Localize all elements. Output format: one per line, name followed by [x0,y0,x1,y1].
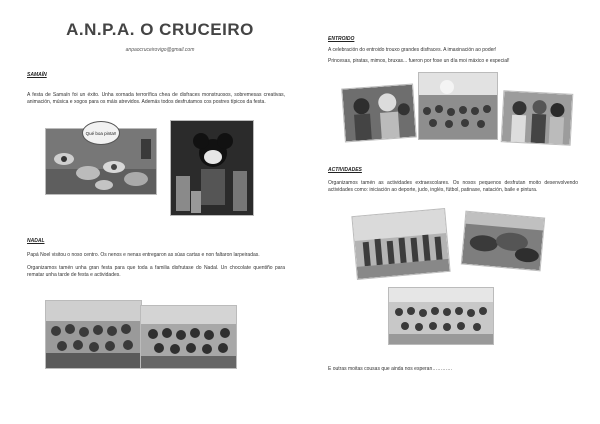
entroido-text-2: Princesas, piratas, mimos, bruxas... fueron por fose un día moi máxico e especial! [328,58,510,64]
speech-bubble: Qué boa pinta!! [82,121,120,145]
entroido-text-1: A celebración do entroido trouxo grandes disfraces. A imaxinación ao poder! [328,47,497,53]
actividades-photo-2 [461,211,545,272]
samain-heading: SAMAÍN [27,72,47,78]
actividades-image-3 [389,288,493,344]
samain-costume-photo [170,120,254,216]
nadal-heading: NADAL [27,238,45,244]
actividades-photo-3 [388,287,494,345]
nadal-text-2: Organizamos tamén unha gran festa para que toda a familia disfrutase do Nadal. Un chocolate quentiño para rematar unha tarde de festa e actividades. [27,265,285,278]
entroido-image-2 [419,73,497,139]
entroido-heading: ENTROIDO [328,36,355,42]
actividades-image-2 [462,212,544,271]
entroido-photo-2 [418,72,498,140]
entroido-photo-1 [341,84,417,143]
samain-costume-image [171,121,253,215]
nadal-text-1: Papá Noel visitou o noso centro. Os nenos e nenas entregaron as súas cartas e non faltaron larpeiradas. [27,252,260,258]
closing-text: E outras moitas cousas que ainda nos esperan………… [328,366,453,372]
nadal-group-photo-1 [45,300,142,369]
entroido-image-3 [502,91,573,144]
contact-email: anpaocruceirovigo@gmail.com [125,47,195,53]
nadal-group-image-1 [46,301,141,368]
actividades-text: Organizamos tamén as actividades extraescolares. Os nosos pequenos desfrutan moito desenvolvendo actividades como: iniciación ao deporte, judo, inglés, fútbol, patinaxe, natación, baile e pintura. [328,180,578,193]
nadal-group-photo-2 [140,305,237,369]
samain-text: A festa de Samaín foi un éxito. Unha xornada terrorífica chea de disfraces monstruosos, sobremesas creativas, animación, música e xogos para os máis atrevidos. Además todos desfrutamos cos postres típicos da festa. [27,92,285,105]
entroido-photo-3 [501,90,574,146]
entroido-image-1 [342,85,415,142]
page-title: A.N.P.A. O CRUCEIRO [66,20,254,39]
actividades-image-1 [352,209,449,279]
actividades-photo-1 [351,208,450,280]
nadal-group-image-2 [141,306,236,368]
actividades-heading: ACTIVIDADES [328,167,362,173]
